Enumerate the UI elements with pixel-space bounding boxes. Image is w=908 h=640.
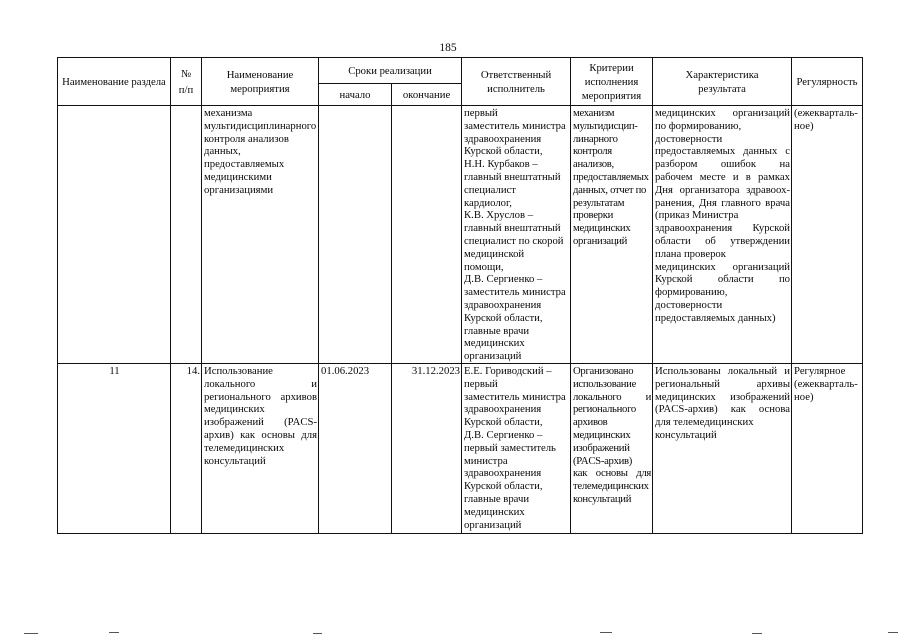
header-criteria-line: Критерии [589, 61, 634, 74]
cell-responsible-line: первый заместитель [464, 441, 556, 454]
cell-criteria-line: мультидисцип- [573, 119, 638, 132]
cell-result-line: региональный архивы [655, 377, 791, 390]
header-number [171, 58, 202, 106]
cell-section [58, 106, 171, 364]
cell-result-line: консультаций [655, 428, 717, 441]
cell-responsible [462, 363, 571, 533]
cell-section-line: 11 [109, 364, 120, 377]
cell-responsible-line: Д.В. Сергиенко – [464, 428, 543, 441]
cell-activity-line: изображений (PACS- [204, 416, 317, 429]
cell-activity [202, 106, 319, 364]
page-number: 185 [439, 42, 457, 54]
cell-number [171, 106, 202, 364]
header-number-line: № [180, 67, 192, 80]
table-header-row [58, 58, 863, 84]
cell-responsible-line: кардиолог, [464, 196, 512, 209]
cell-result-line: предоставляемых данных) [655, 311, 776, 324]
cell-result-line: (приказ Министра [655, 209, 739, 222]
cell-activity-line: архив) как основы для [204, 428, 317, 441]
cell-result-line: здравоохранения Курской [655, 222, 791, 235]
cell-activity-line: консультаций [204, 454, 266, 467]
scan-mark [752, 633, 762, 634]
cell-number-line: 14. [186, 364, 200, 377]
cell-criteria-line: Организовано [573, 364, 634, 377]
cell-responsible-line: первый [464, 107, 498, 119]
cell-responsible-line: здравоохранения [464, 298, 542, 311]
cell-responsible-line: организаций [464, 518, 522, 531]
header-responsible-line: исполнитель [487, 82, 545, 95]
cell-responsible-line: организаций [464, 350, 522, 363]
cell-activity-line: регионального архивов [204, 390, 317, 403]
cell-responsible-line: Курской области, [464, 416, 543, 429]
cell-responsible-line: медицинских [464, 337, 525, 350]
cell-result-line: рабочем месте и в рамках [655, 170, 791, 183]
cell-result-line: Использованы локальный и [655, 364, 791, 377]
cell-responsible-line: главные врачи [464, 492, 530, 505]
cell-responsible-line: медицинских [464, 505, 525, 518]
header-section-name-line: Наименование раздела [62, 75, 166, 88]
cell-regularity-line: ное) [794, 390, 814, 403]
header-result-line: Характеристика [685, 68, 759, 81]
header-section-name [58, 58, 171, 106]
cell-result-line: медицинских организаций [655, 107, 791, 119]
cell-responsible-line: здравоохранения [464, 403, 542, 416]
cell-responsible-line: главный внештатный [464, 222, 561, 235]
table-row [58, 363, 863, 533]
header-timeline [319, 58, 462, 84]
cell-activity-line: механизма [204, 107, 253, 119]
cell-responsible-line: заместитель министра [464, 286, 566, 299]
cell-responsible-line: Курской области, [464, 145, 543, 158]
cell-criteria-line: локального и [573, 390, 652, 403]
cell-criteria-line: консультаций [573, 492, 632, 505]
cell-responsible-line: заместитель министра [464, 119, 566, 132]
cell-regularity [792, 106, 863, 364]
cell-criteria-line: (PACS-архив) [573, 454, 633, 467]
header-number-line: п/п [178, 83, 194, 96]
header-timeline-line: Сроки реализации [348, 64, 432, 77]
cell-responsible [462, 106, 571, 364]
scan-mark [24, 633, 38, 634]
scan-mark [600, 632, 612, 633]
cell-result-line: разбором ошибок на [655, 158, 791, 171]
cell-result-line: плана проверок [655, 247, 726, 260]
cell-responsible-line: здравоохранения [464, 467, 542, 480]
header-regularity [792, 58, 863, 106]
header-activity-name [202, 58, 319, 106]
scan-mark [313, 633, 322, 634]
cell-end [392, 106, 462, 364]
activity-plan-table [57, 57, 863, 534]
cell-start-line: 01.06.2023 [321, 364, 370, 377]
cell-activity-line: предоставляемых [204, 158, 285, 171]
cell-criteria-line: архивов [573, 416, 608, 429]
cell-result-line: области об утверждении [655, 234, 791, 247]
cell-criteria-line: организаций [573, 234, 628, 247]
cell-responsible-line: специалист [464, 183, 516, 196]
header-result [653, 58, 792, 106]
cell-number [171, 363, 202, 533]
cell-result-line: ранения, Дня главного врача [655, 196, 791, 209]
cell-criteria-line: регионального [573, 403, 636, 416]
cell-result-line: Дня организатора здравоох- [655, 183, 791, 196]
cell-activity-line: данных, [204, 145, 241, 158]
cell-activity-line: локального и [204, 377, 317, 390]
scan-mark [888, 632, 898, 633]
cell-criteria-line: телемедицинских [573, 480, 649, 493]
header-criteria-line: мероприятия [581, 89, 642, 102]
cell-activity-line: медицинских [204, 403, 265, 416]
cell-responsible-line: заместитель министра [464, 390, 566, 403]
cell-responsible-line: Д.В. Сергиенко – [464, 273, 543, 286]
cell-result-line: (PACS-архив) как основа [655, 403, 791, 416]
header-activity-name-line: мероприятия [230, 82, 290, 95]
cell-responsible-line: главный внештатный [464, 170, 561, 183]
cell-start [319, 363, 392, 533]
header-criteria [571, 58, 653, 106]
cell-criteria-line: анализов, [573, 158, 614, 171]
cell-responsible-line: Курской области, [464, 311, 543, 324]
cell-regularity-line: (ежекварталь- [794, 107, 858, 119]
cell-criteria-line: использование [573, 377, 637, 390]
cell-criteria-line: предоставляемых [573, 170, 649, 183]
header-responsible-line: Ответственный [480, 68, 552, 81]
header-end-line: окончание [402, 88, 451, 101]
header-start [319, 84, 392, 106]
cell-activity-line: организациями [204, 183, 274, 196]
cell-end-line: 31.12.2023 [411, 364, 461, 377]
cell-criteria-line: как основы для [573, 467, 652, 480]
cell-regularity-line: (ежекварталь- [794, 377, 858, 390]
cell-responsible-line: здравоохранения [464, 132, 542, 145]
cell-result-line: по формированию, [655, 119, 742, 132]
header-regularity-line: Регулярность [796, 75, 858, 88]
scan-mark [109, 632, 119, 633]
cell-activity-line: Использование [204, 364, 273, 377]
cell-regularity-line: Регулярное [794, 364, 846, 377]
cell-criteria-line: данных, отчет по [573, 183, 647, 196]
cell-criteria-line: медицинских [573, 222, 631, 235]
cell-criteria-line: проверки [573, 209, 614, 222]
cell-result [653, 363, 792, 533]
header-start-line: начало [339, 88, 371, 101]
cell-result-line: формированию, [655, 286, 728, 299]
cell-responsible-line: Курской области, [464, 480, 543, 493]
cell-responsible-line: Н.Н. Курбаков – [464, 158, 538, 171]
cell-responsible-line: медицинской [464, 247, 525, 260]
cell-result-line: медицинских организаций [655, 260, 791, 273]
header-result-line: результата [698, 82, 746, 95]
cell-criteria-line: медицинских [573, 428, 631, 441]
cell-activity-line: телемедицинских [204, 441, 285, 454]
cell-criteria-line: контроля [573, 145, 612, 158]
cell-end [392, 363, 462, 533]
cell-result-line: медицинских изображений [655, 390, 791, 403]
cell-criteria-line: линарного [573, 132, 618, 145]
cell-result-line: для телемедицинских [655, 416, 754, 429]
cell-criteria-line: результатам [573, 196, 625, 209]
header-end [392, 84, 462, 106]
cell-activity-line: медицинскими [204, 170, 272, 183]
cell-responsible-line: первый [464, 377, 498, 390]
cell-activity-line: контроля анализов [204, 132, 289, 145]
cell-activity [202, 363, 319, 533]
table-row [58, 106, 863, 364]
cell-criteria-line: механизм [573, 107, 615, 119]
cell-criteria [571, 106, 653, 364]
cell-result-line: предоставляемых данных с [655, 145, 791, 158]
cell-start [319, 106, 392, 364]
cell-criteria [571, 363, 653, 533]
cell-responsible-line: Е.Е. Гориводский – [464, 364, 552, 377]
cell-criteria-line: изображений [573, 441, 630, 454]
header-criteria-line: исполнения [584, 75, 639, 88]
cell-responsible-line: специалист по скорой [464, 234, 564, 247]
header-responsible [462, 58, 571, 106]
cell-result-line: Курской области по [655, 273, 791, 286]
cell-section [58, 363, 171, 533]
cell-result-line: достоверности [655, 132, 723, 145]
cell-responsible-line: главные врачи [464, 324, 530, 337]
cell-result-line: достоверности [655, 298, 723, 311]
cell-responsible-line: К.В. Хруслов – [464, 209, 534, 222]
cell-responsible-line: помощи, [464, 260, 504, 273]
cell-regularity-line: ное) [794, 119, 814, 132]
cell-responsible-line: министра [464, 454, 508, 467]
cell-regularity [792, 363, 863, 533]
cell-result [653, 106, 792, 364]
cell-activity-line: мультидисциплинарного [204, 119, 317, 132]
header-activity-name-line: Наименование [226, 68, 294, 81]
